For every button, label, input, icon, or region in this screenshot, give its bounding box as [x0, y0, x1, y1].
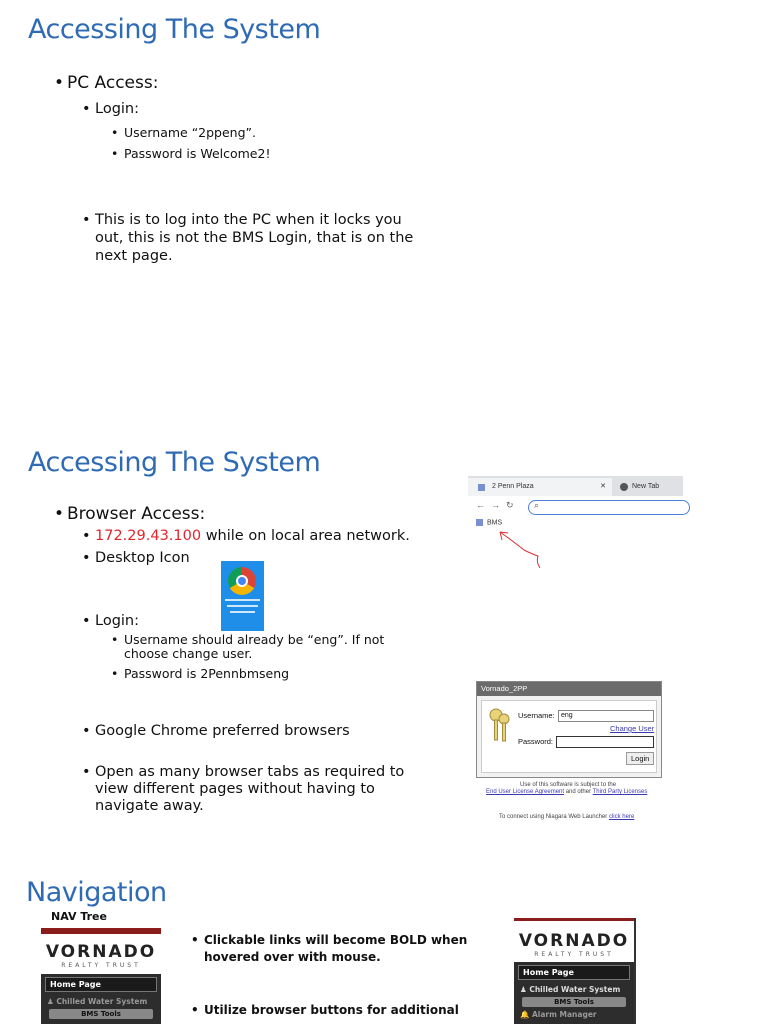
slide3-title: Navigation — [26, 877, 167, 908]
vornado-logo: VORNADO — [45, 942, 157, 962]
username-label: Username: — [518, 711, 555, 720]
nav-alarm-manager[interactable]: 🔔 Alarm Manager — [520, 1010, 597, 1019]
close-tab-icon[interactable]: ✕ — [600, 483, 606, 490]
bookmark-bms[interactable]: BMS — [476, 519, 502, 526]
home-page-select[interactable]: Home Page — [45, 977, 157, 992]
site-icon — [476, 519, 483, 526]
niagara-login-screenshot — [476, 681, 662, 778]
username2-bullet: • Username should already be “eng”. If not choose change user. — [124, 633, 394, 662]
license-notice: Use of this software is subject to the — [520, 782, 617, 788]
keys-icon — [486, 707, 514, 745]
browser-screenshot — [468, 476, 683, 572]
browser-buttons-bullet: • Utilize browser buttons for additional — [204, 1002, 459, 1019]
browser-tab-strip — [468, 476, 683, 496]
address-bar[interactable] — [528, 500, 690, 515]
slide1-title: Accessing The System — [28, 14, 321, 45]
nav-tree-panel-left: VORNADO REALTY TRUST Home Page ♟ Chilled Water System BMS Tools — [41, 928, 161, 1024]
chrome-desktop-icon[interactable] — [221, 561, 264, 631]
login-button[interactable]: Login — [626, 752, 654, 765]
search-icon: ⌕ — [534, 500, 540, 510]
change-user-link[interactable]: Change User — [610, 724, 655, 733]
login-bullet: • Login: — [95, 100, 139, 118]
password-label: Password: — [518, 737, 554, 746]
bell-icon: 🔔 — [520, 1010, 530, 1019]
login2-bullet: • Login: — [95, 612, 139, 630]
chrome-bullet: • Google Chrome preferred browsers — [95, 722, 350, 740]
nav-tree-label: NAV Tree — [51, 910, 107, 923]
license-links: End User License Agreement and other Third Party Licenses — [486, 789, 648, 795]
chrome-icon — [620, 483, 628, 491]
ip-address: 172.29.43.100 — [95, 528, 202, 544]
password2-bullet: • Password is 2Pennbmseng — [124, 666, 289, 682]
browser-nav-icons[interactable]: ←→↻ — [476, 500, 520, 510]
username-bullet: • Username “2ppeng”. — [124, 125, 256, 141]
browser-access-bullet: • Browser Access: — [67, 504, 205, 525]
vornado-logo: VORNADO — [518, 931, 630, 951]
password-field[interactable] — [556, 736, 654, 748]
ip-bullet: • 172.29.43.100 while on local area network. — [95, 527, 410, 545]
eula-link[interactable]: End User License Agreement — [486, 789, 565, 795]
third-party-link[interactable]: Third Party Licenses — [592, 789, 648, 795]
bms-tools-button[interactable]: BMS Tools — [49, 1009, 153, 1019]
chrome-icon — [228, 567, 256, 595]
desktop-icon-bullet: • Desktop Icon — [95, 549, 190, 567]
pc-login-note: • This is to log into the PC when it locks you out, this is not the BMS Login, that is on the next page. — [95, 211, 425, 265]
nav-tree-panel-right: VORNADO REALTY TRUST Home Page ♟ Chilled Water System BMS Tools 🔔 Alarm Manager — [514, 918, 636, 1024]
launcher-notice: To connect using Niagara Web Launcher click here — [499, 814, 635, 820]
bms-tools-button[interactable]: BMS Tools — [522, 997, 626, 1007]
bold-links-bullet: • Clickable links will become BOLD when hovered over with mouse. — [204, 932, 494, 967]
password-bullet: • Password is Welcome2! — [124, 146, 270, 162]
nav-chilled-water[interactable]: ♟ Chilled Water System — [520, 985, 621, 994]
red-arrow-annotation — [496, 528, 546, 574]
login-window-title: Vornado_2PP — [477, 682, 661, 696]
tab-new-tab[interactable]: New Tab — [618, 478, 659, 496]
pc-access-bullet: • PC Access: — [67, 73, 158, 94]
home-page-select[interactable]: Home Page — [518, 965, 630, 980]
slide2-title: Accessing The System — [28, 447, 321, 478]
click-here-link[interactable]: click here — [608, 814, 635, 820]
username-field[interactable]: eng — [558, 710, 654, 722]
tabs-bullet: • Open as many browser tabs as required to view different pages without having to navigate away. — [95, 764, 405, 815]
nav-chilled-water[interactable]: ♟ Chilled Water System — [47, 997, 148, 1006]
tab-2-penn-plaza[interactable]: 2 Penn Plaza ✕ — [468, 478, 612, 496]
site-icon — [478, 484, 485, 491]
